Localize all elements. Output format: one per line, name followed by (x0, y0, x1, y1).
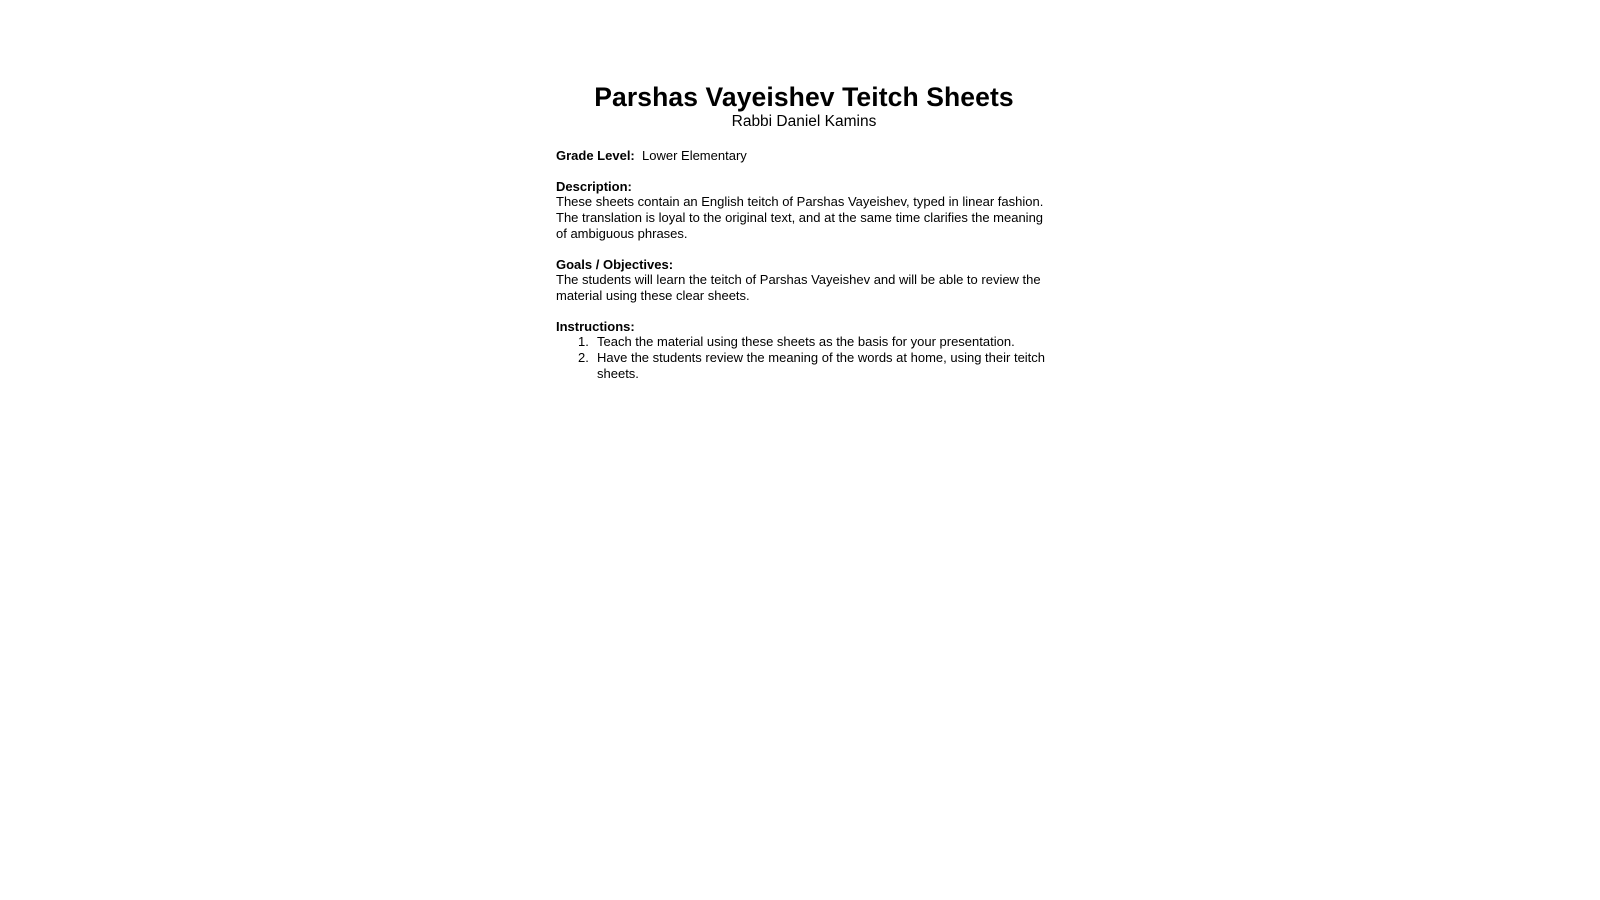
document-author: Rabbi Daniel Kamins (731, 112, 877, 130)
instruction-text: Teach the material using these sheets as the basis for your presentation. (597, 334, 1015, 350)
instruction-number: 1. (578, 334, 589, 350)
goals-section (556, 257, 1052, 304)
instructions-section (556, 319, 1052, 382)
description-section (556, 179, 1052, 242)
goals-label: Goals / Objectives: (556, 256, 674, 272)
description-label: Description: (556, 178, 632, 194)
document-title: Parshas Vayeishev Teitch Sheets (594, 82, 1014, 112)
grade-level-value: Lower Elementary (642, 148, 747, 163)
description-text: These sheets contain an English teitch of Parshas Vayeishev, typed in linear fashion. The translation is loyal to the original text, and at the same time clarifies the meaning of ambiguous phrases. (556, 194, 1044, 241)
grade-level-label: Grade Level: (556, 148, 635, 163)
instruction-item (556, 334, 1052, 350)
goals-text: The students will learn the teitch of Parshas Vayeishev and will be able to review the material using these clear sheets. (556, 272, 1041, 303)
document-page (556, 80, 1052, 381)
instruction-item (556, 350, 1052, 381)
instruction-text: Have the students review the meaning of the words at home, using their teitch sheets. (597, 350, 1046, 381)
instructions-list (556, 334, 1052, 381)
grade-level-section (556, 148, 1052, 164)
instructions-label: Instructions: (556, 318, 635, 334)
instruction-number: 2. (578, 350, 589, 366)
